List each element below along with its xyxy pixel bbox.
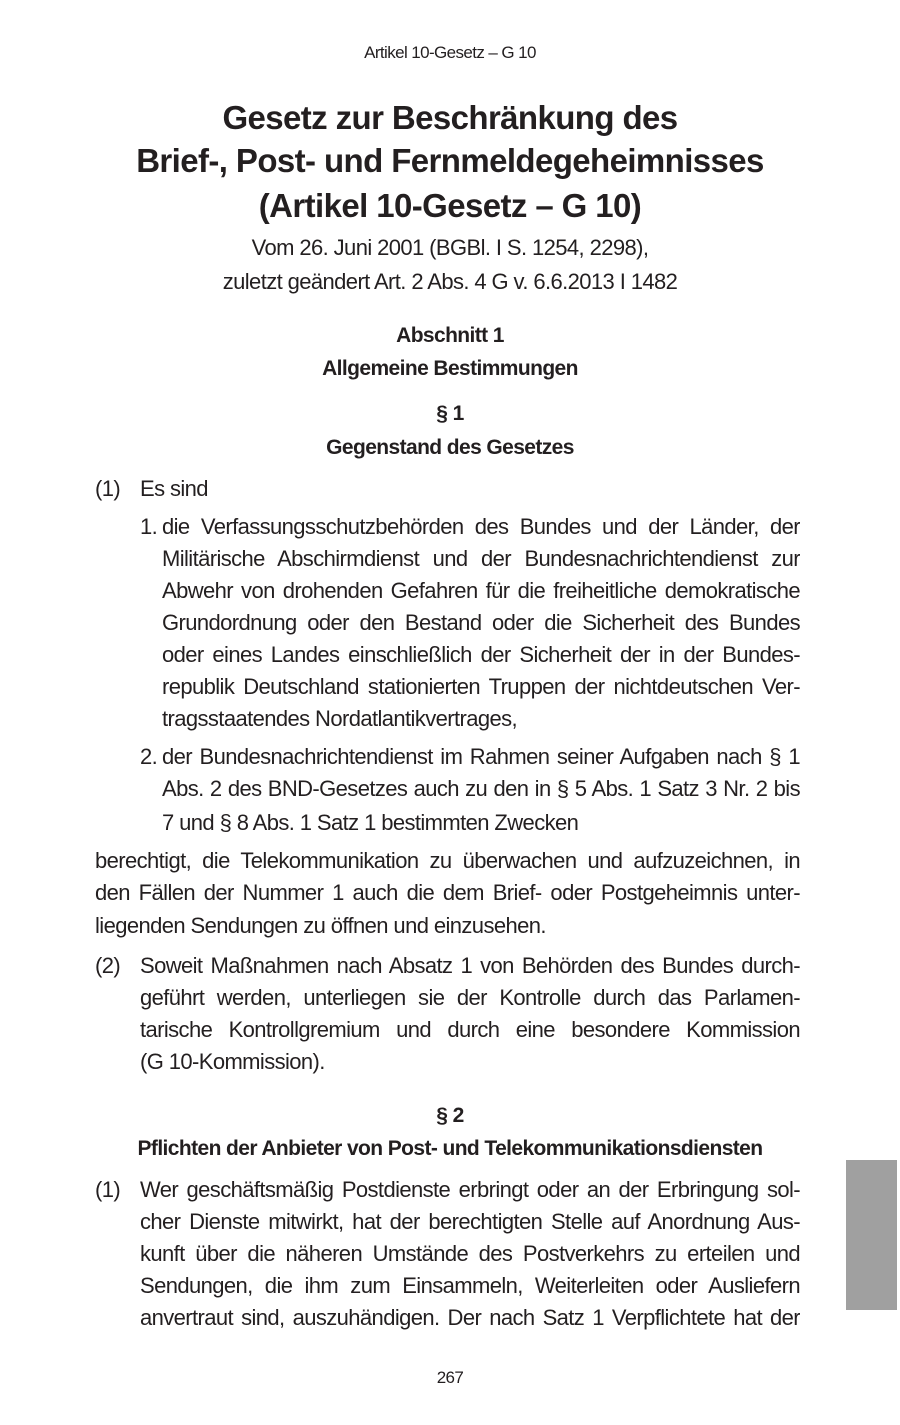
document-subtitle: zuletzt geändert Art. 2 Abs. 4 G v. 6.6.2013 I 1482: [222, 269, 678, 294]
text-line: Wer geschäftsmäßig Postdienste erbringt oder an der Erbringung sol-: [140, 1177, 800, 1202]
text-line: Es sind: [140, 476, 208, 501]
text-line: tragsstaatendes Nordatlantikvertrages,: [162, 706, 518, 731]
text-line: Abs. 2 des BND-Gesetzes auch zu den in § 5 Abs. 1 Satz 3 Nr. 2 bis: [162, 776, 800, 801]
paragraph-number: § 1: [436, 402, 464, 425]
text-line: Abwehr von drohenden Gefahren für die freiheitliche demokratische: [162, 578, 800, 603]
document-subtitle: Vom 26. Juni 2001 (BGBl. I S. 1254, 2298),: [251, 235, 649, 260]
text-line: Sendungen, die ihm zum Einsammeln, Weiterleiten oder Ausliefern: [140, 1273, 800, 1298]
document-title: Brief-, Post- und Fernmeldegeheimnisses: [136, 142, 764, 179]
text-line: tarische Kontrollgremium und durch eine besondere Kommission: [140, 1017, 800, 1042]
text-line: berechtigt, die Telekommunikation zu überwachen und aufzuzeichnen, in: [95, 848, 800, 873]
list-number: 1.: [140, 514, 158, 539]
text-line: der Bundesnachrichtendienst im Rahmen seiner Aufgaben nach § 1: [162, 744, 800, 769]
chapter-thumb-tab: [846, 1160, 897, 1310]
paragraph-title: Gegenstand des Gesetzes: [326, 436, 574, 459]
text-line: Militärische Abschirmdienst und der Bundesnachrichtendienst zur: [162, 546, 800, 571]
text-line: geführt werden, unterliegen sie der Kontrolle durch das Parlamen-: [140, 985, 800, 1010]
section-title: Allgemeine Bestimmungen: [322, 357, 578, 380]
paragraph-number: § 2: [436, 1104, 464, 1127]
list-number: 2.: [140, 744, 158, 769]
text-line: die Verfassungsschutzbehörden des Bundes und der Länder, der: [162, 514, 800, 539]
document-title: Gesetz zur Beschränkung des: [222, 99, 678, 136]
text-line: (G 10-Kommission).: [140, 1049, 325, 1074]
subsection-label: (1): [95, 1177, 121, 1202]
running-header: Artikel 10-Gesetz – G 10: [364, 43, 536, 62]
text-line: republik Deutschland stationierten Truppen der nichtdeutschen Ver-: [162, 674, 800, 699]
text-line: kunft über die näheren Umstände des Postverkehrs zu erteilen und: [140, 1241, 800, 1266]
text-line: cher Dienste mitwirkt, hat der berechtigten Stelle auf Anordnung Aus-: [140, 1209, 800, 1234]
subsection-label: (1): [95, 476, 121, 501]
text-line: Grundordnung oder den Bestand oder die Sicherheit des Bundes: [162, 610, 800, 635]
document-title: (Artikel 10-Gesetz – G 10): [258, 187, 642, 224]
section-label: Abschnitt 1: [396, 324, 504, 347]
paragraph-title: Pflichten der Anbieter von Post- und Telekommunikationsdiensten: [137, 1137, 763, 1160]
text-line: Soweit Maßnahmen nach Absatz 1 von Behörden des Bundes durch-: [140, 953, 800, 978]
text-line: 7 und § 8 Abs. 1 Satz 1 bestimmten Zwecken: [162, 810, 579, 835]
subsection-label: (2): [95, 953, 121, 978]
page-number: 267: [436, 1368, 464, 1387]
text-line: liegenden Sendungen zu öffnen und einzusehen.: [95, 913, 546, 938]
text-line: den Fällen der Nummer 1 auch die dem Brief- oder Postgeheimnis unter-: [95, 880, 800, 905]
text-line: anvertraut sind, auszuhändigen. Der nach Satz 1 Verpflichtete hat der: [140, 1305, 800, 1330]
text-line: oder eines Landes einschließlich der Sicherheit der in der Bundes-: [162, 642, 800, 667]
